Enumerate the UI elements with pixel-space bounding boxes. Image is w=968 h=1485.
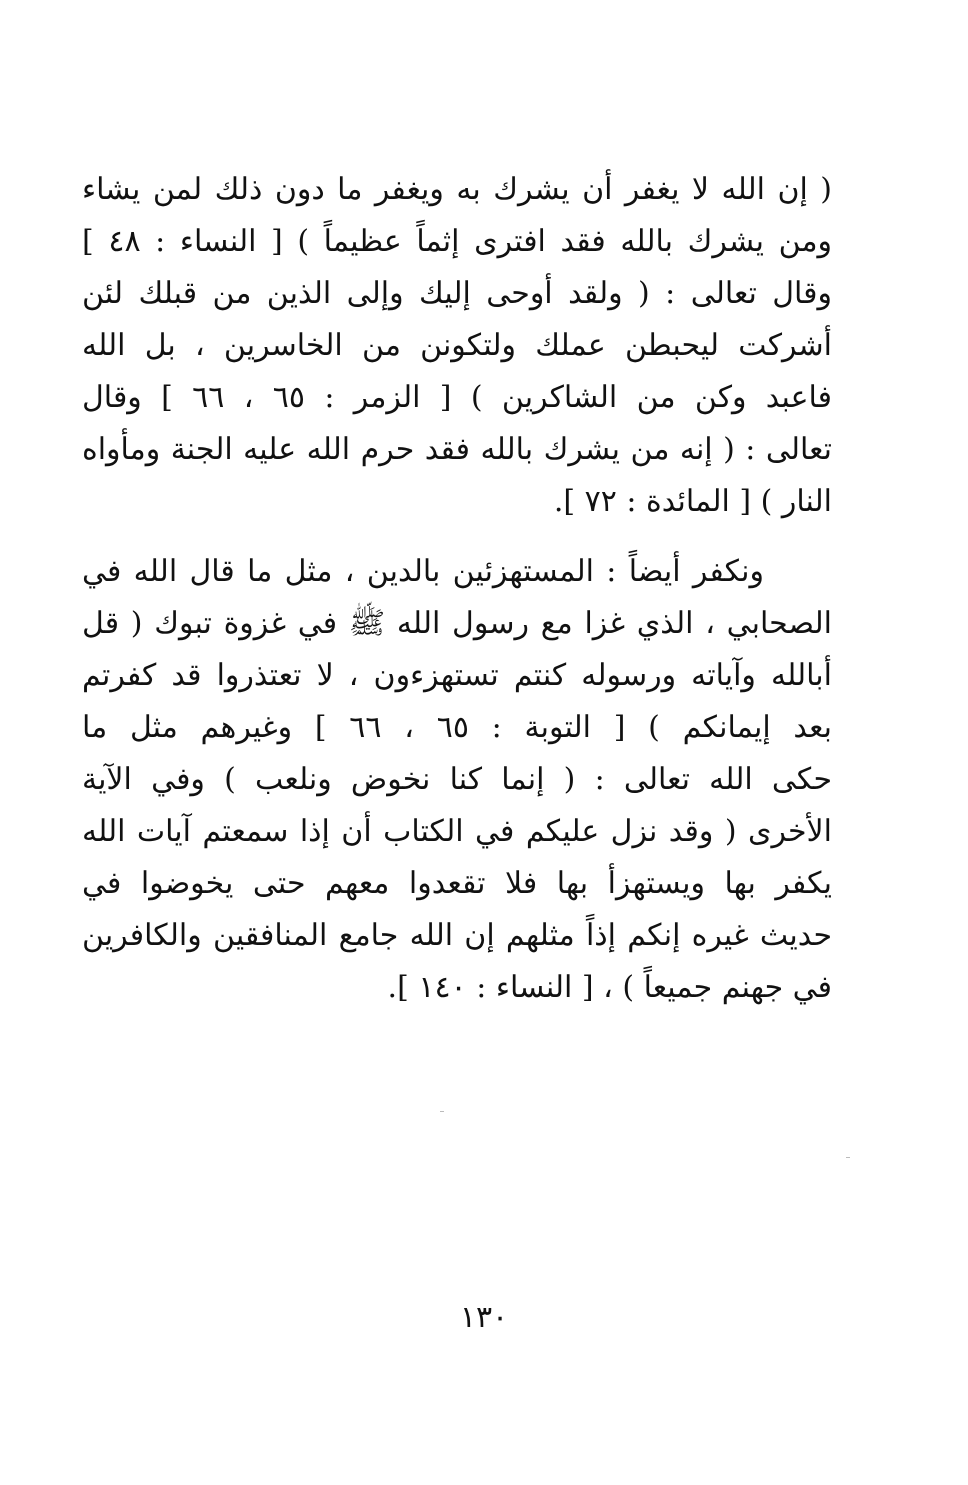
- text-line: حكى الله تعالى : ( إنما كنا نخوض ونلعب ) وفي الآية: [82, 762, 832, 797]
- scan-speck: [440, 1111, 444, 1112]
- paragraph-mockers-of-religion: [82, 546, 832, 1014]
- text-line: ونكفر أيضاً : المستهزئين بالدين ، مثل ما قال الله في: [82, 554, 764, 589]
- text-line: فاعبد وكن من الشاكرين ) [ الزمر : ٦٥ ، ٦٦ ] وقال: [82, 380, 832, 415]
- text-line: الأخرى ( وقد نزل عليكم في الكتاب أن إذا سمعتم آيات الله: [82, 814, 832, 849]
- text-line: وقال تعالى : ( ولقد أوحى إليك وإلى الذين من قبلك لئن: [82, 276, 832, 311]
- text-line: أبالله وآياته ورسوله كنتم تستهزءون ، لا تعتذروا قد كفرتم: [82, 658, 832, 693]
- paragraph-quranic-verses: [82, 164, 832, 528]
- text-line: تعالى : ( إنه من يشرك بالله فقد حرم الله عليه الجنة ومأواه: [82, 432, 832, 467]
- text-line: بعد إيمانكم ) [ التوبة : ٦٥ ، ٦٦ ] وغيرهم مثل ما: [82, 710, 832, 745]
- text-line: أشركت ليحبطن عملك ولتكونن من الخاسرين ، بل الله: [82, 328, 832, 363]
- text-line: حديث غيره إنكم إذاً مثلهم إن الله جامع المنافقين والكافرين: [82, 918, 832, 953]
- text-line: الصحابي ، الذي غزا مع رسول الله ﷺ في غزوة تبوك ( قل: [82, 606, 832, 641]
- text-line: النار ) [ المائدة : ٧٢ ].: [553, 484, 832, 519]
- text-line: يكفر بها ويستهزأ بها فلا تقعدوا معهم حتى يخوضوا في: [82, 866, 832, 901]
- page-number: ١٣٠: [459, 1300, 509, 1335]
- text-line: ومن يشرك بالله فقد افترى إثماً عظيماً ) [ النساء : ٤٨ ]: [82, 224, 832, 259]
- text-line: في جهنم جميعاً ) ، [ النساء : ١٤٠ ].: [387, 970, 832, 1005]
- scan-speck: [846, 1157, 850, 1158]
- text-line: ( إن الله لا يغفر أن يشرك به ويغفر ما دون ذلك لمن يشاء: [82, 172, 832, 207]
